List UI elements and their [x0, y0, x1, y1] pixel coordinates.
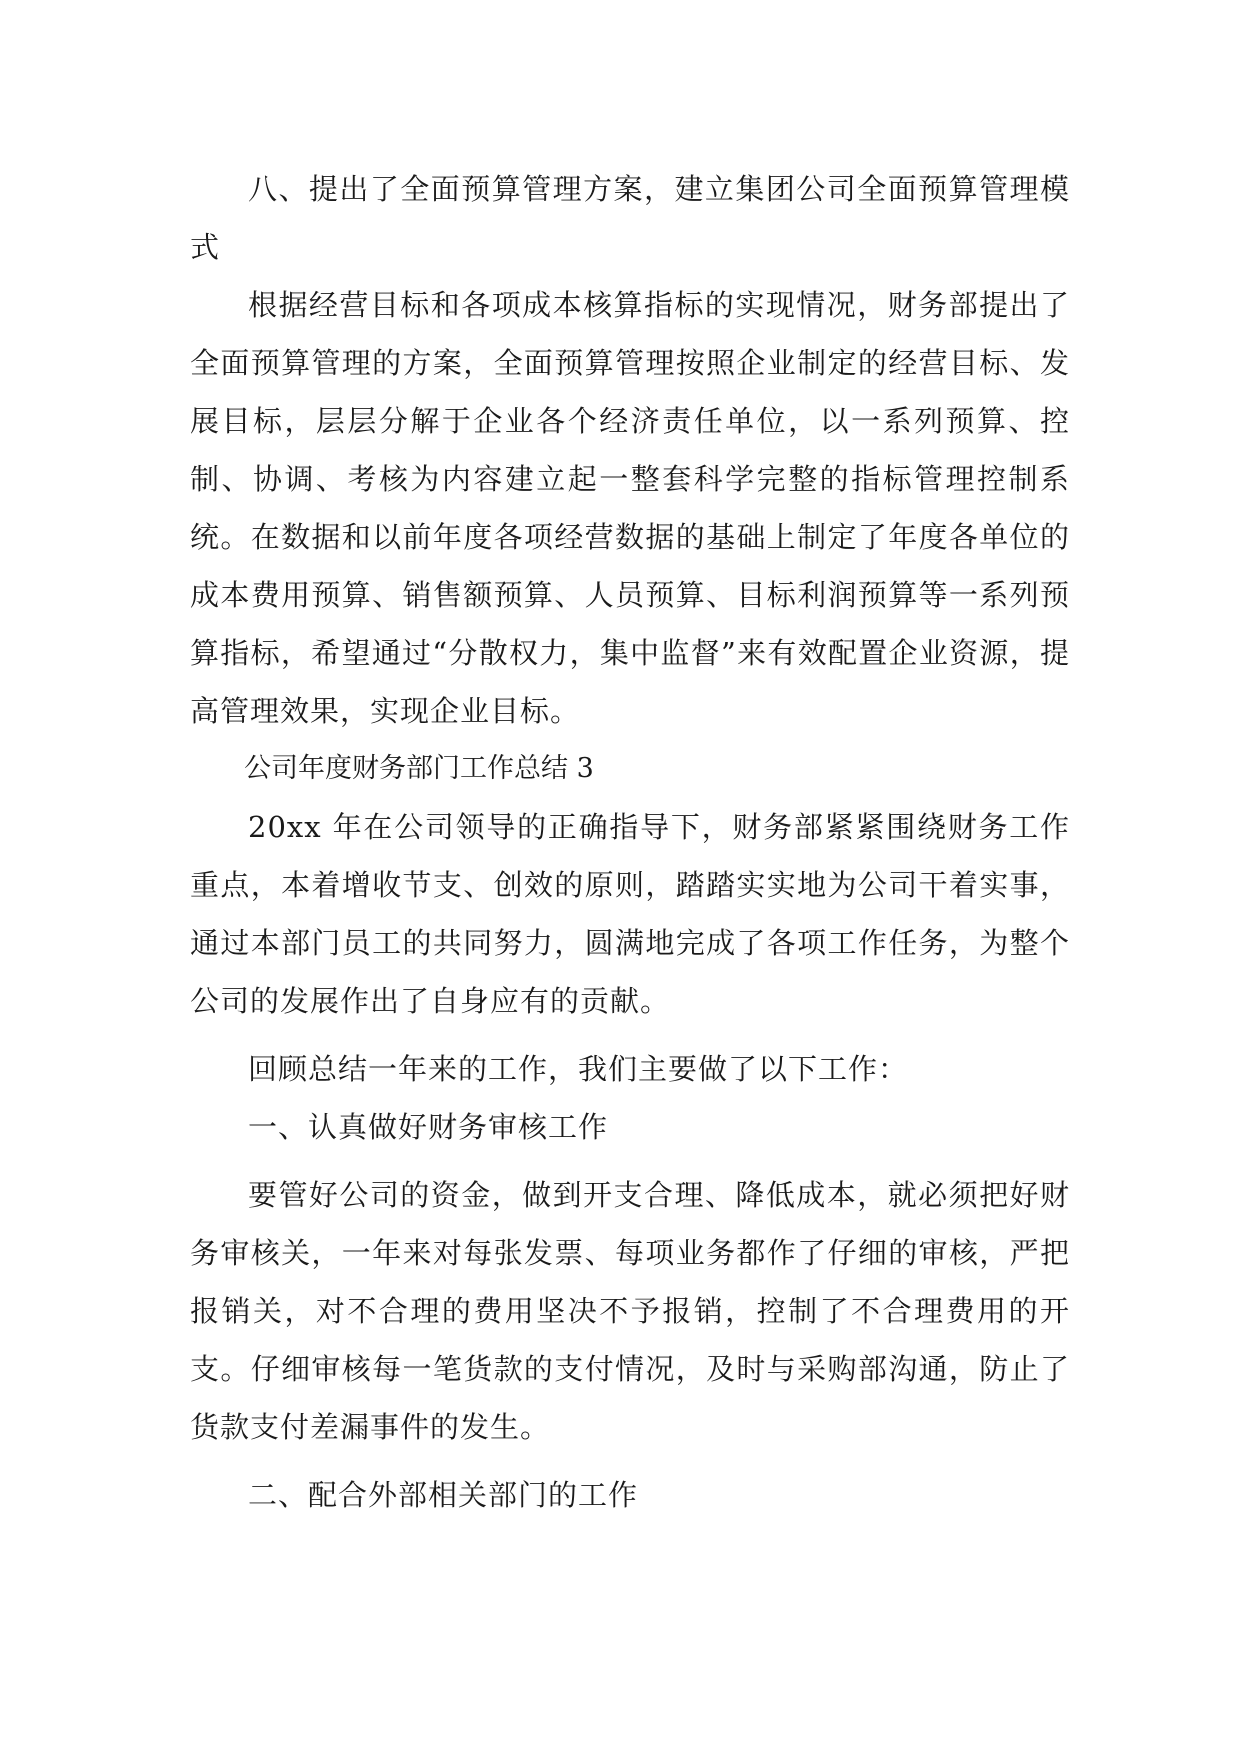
document-title: 公司年度财务部门工作总结 3 [244, 753, 594, 784]
body-paragraph-budget: 根据经营目标和各项成本核算指标的实现情况，财务部提出了全面预算管理的方案，全面预算管理按照企业制定的经营目标、发展目标，层层分解于企业各个经济责任单位，以一系列预算、控制、协调、考核为内容建立起一整套科学完整的指标管理控制系统。在数据和以前年度各项经营数据的基础上制定了年度各单位的成本费用预算、销售额预算、人员预算、目标利润预算等一系列预算指标，希望通过“分散权力，集中监督”来有效配置企业资源，提高管理效果，实现企业目标。 [190, 288, 1070, 728]
body-paragraph-review: 回顾总结一年来的工作，我们主要做了以下工作： [248, 1052, 909, 1086]
section-heading-1: 一、认真做好财务审核工作 [248, 1110, 609, 1144]
section-heading-8: 八、提出了全面预算管理方案，建立集团公司全面预算管理模式 [190, 172, 1070, 264]
body-paragraph-intro: 20xx 年在公司领导的正确指导下，财务部紧紧围绕财务工作重点，本着增收节支、创效的原则，踏踏实实地为公司干着实事，通过本部门员工的共同努力，圆满地完成了各项工作任务，为整个公司的发展作出了自身应有的贡献。 [190, 810, 1070, 1018]
document-page [190, 160, 1070, 1524]
section-heading-2: 二、配合外部相关部门的工作 [248, 1478, 639, 1512]
body-paragraph-audit: 要管好公司的资金，做到开支合理、降低成本，就必须把好财务审核关，一年来对每张发票、每项业务都作了仔细的审核，严把报销关，对不合理的费用坚决不予报销，控制了不合理费用的开支。仔细审核每一笔货款的支付情况，及时与采购部沟通，防止了货款支付差漏事件的发生。 [190, 1178, 1070, 1444]
